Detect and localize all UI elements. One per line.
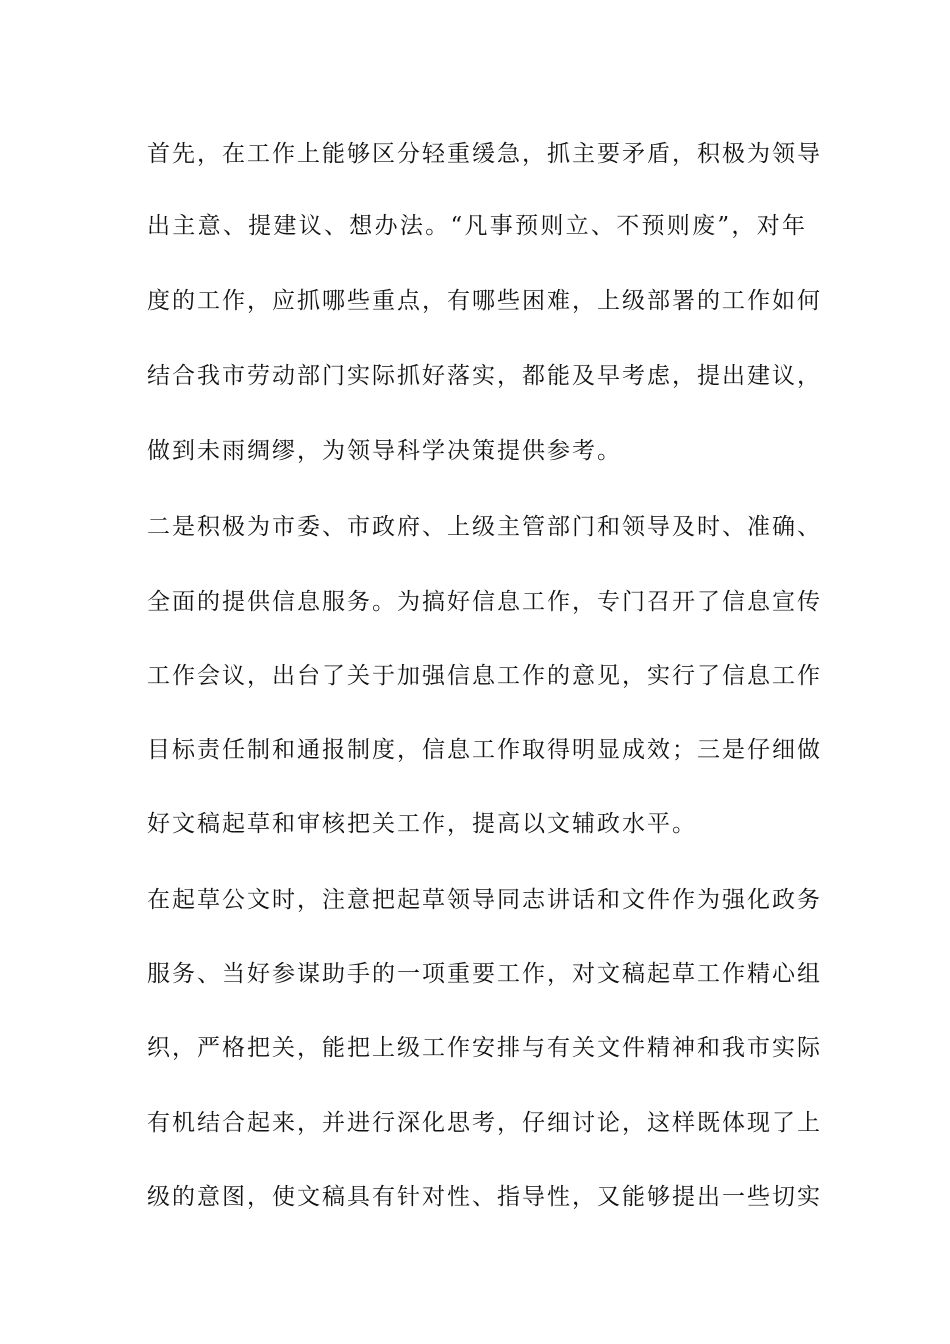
- text-line: 工作会议，出台了关于加强信息工作的意见，实行了信息工作: [147, 663, 822, 689]
- text-line: 结合我市劳动部门实际抓好落实，都能及早考虑，提出建议，: [147, 363, 822, 389]
- text-line: 在起草公文时，注意把起草领导同志讲话和文件作为强化政务: [147, 887, 822, 913]
- text-line: 级的意图，使文稿具有针对性、指导性，又能够提出一些切实: [147, 1184, 822, 1210]
- text-line: 做到未雨绸缪，为领导科学决策提供参考。: [147, 438, 622, 464]
- text-line: 织，严格把关，能把上级工作安排与有关文件精神和我市实际: [147, 1035, 822, 1061]
- text-line: 服务、当好参谋助手的一项重要工作，对文稿起草工作精心组: [147, 961, 822, 987]
- text-line: 全面的提供信息服务。为搞好信息工作，专门召开了信息宣传: [147, 589, 822, 615]
- text-line: 目标责任制和通报制度，信息工作取得明显成效；三是仔细做: [147, 737, 822, 763]
- text-line: 度的工作，应抓哪些重点，有哪些困难，上级部署的工作如何: [147, 288, 822, 314]
- text-line: 二是积极为市委、市政府、上级主管部门和领导及时、准确、: [147, 514, 822, 540]
- text-line: 好文稿起草和审核把关工作，提高以文辅政水平。: [147, 811, 697, 837]
- text-line: 首先，在工作上能够区分轻重缓急，抓主要矛盾，积极为领导: [147, 141, 822, 167]
- text-line: 出主意、提建议、想办法。“凡事预则立、不预则废”，对年: [147, 213, 807, 239]
- text-line: 有机结合起来，并进行深化思考，仔细讨论，这样既体现了上: [147, 1110, 822, 1136]
